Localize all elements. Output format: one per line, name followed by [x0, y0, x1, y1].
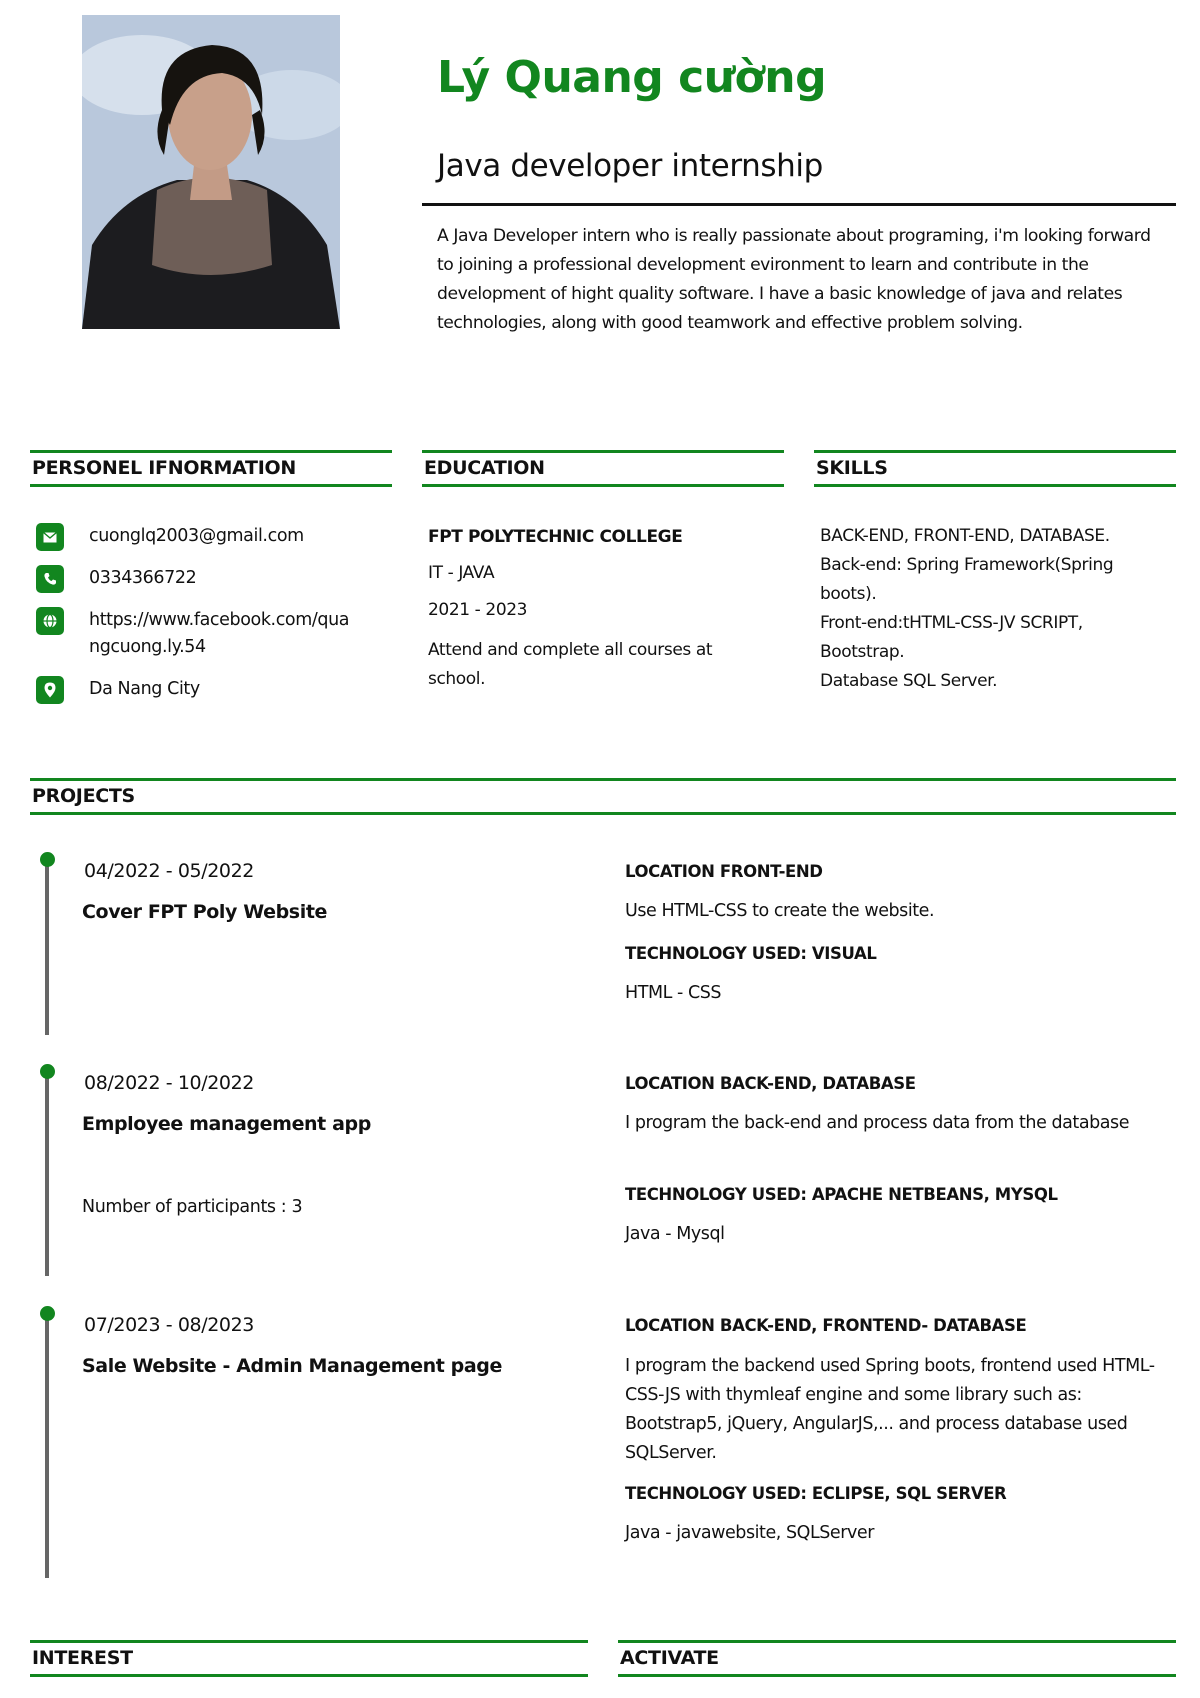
timeline-line [45, 1316, 49, 1578]
education-note-line-1: Attend and complete all courses at [428, 640, 713, 660]
skill-line: BACK-END, FRONT-END, DATABASE. [820, 526, 1110, 546]
section-title: PERSONEL IFNORMATION [32, 457, 296, 479]
skill-line: boots). [820, 584, 877, 604]
project-description: I program the backend used Spring boots, frontend used HTML-CSS-JS with thymleaf engine and some library such as: Bootstrap5, jQuery, AngularJS,... and process database used SQLServer. [625, 1356, 1155, 1463]
project-name: Sale Website - Admin Management page [82, 1355, 502, 1377]
timeline-line [45, 862, 49, 1035]
project-location: LOCATION BACK-END, DATABASE [625, 1074, 916, 1093]
education-note [428, 636, 712, 694]
project-participants: Number of participants : 3 [82, 1197, 303, 1217]
header-divider [422, 203, 1176, 206]
section-title: ACTIVATE [620, 1647, 719, 1669]
project-tech: HTML - CSS [625, 983, 722, 1003]
major: IT - JAVA [428, 563, 495, 583]
project-location: LOCATION FRONT-END [625, 862, 823, 881]
email-icon [36, 523, 64, 551]
education-section-header [422, 450, 784, 487]
city: Da Nang City [89, 679, 200, 699]
project-date: 08/2022 - 10/2022 [84, 1072, 254, 1094]
skills-section-header [814, 450, 1176, 487]
skill-line: Back-end: Spring Framework(Spring [820, 555, 1114, 575]
profile-summary: A Java Developer intern who is really passionate about programing, i'm looking forward to joining a professional development evironment to learn and contribute in the development of hight quality software. I have a basic knowledge of java and relates technologies, along with good teamwork and effective problem solving. [437, 226, 1151, 333]
project-name: Cover FPT Poly Website [82, 901, 327, 923]
section-title: SKILLS [816, 457, 888, 479]
project-tech-label: TECHNOLOGY USED: APACHE NETBEANS, MYSQL [625, 1185, 1058, 1204]
study-years: 2021 - 2023 [428, 600, 528, 620]
timeline-dot [40, 1306, 55, 1321]
profile-photo [82, 15, 340, 329]
location-pin-icon [36, 676, 64, 704]
email-link[interactable]: cuonglq2003@gmail.com [89, 526, 304, 546]
project-tech: Java - Mysql [625, 1224, 725, 1244]
section-title: INTEREST [32, 1647, 133, 1669]
activate-section-header [618, 1640, 1176, 1677]
globe-icon [36, 607, 64, 635]
timeline-line [45, 1074, 49, 1276]
project-date: 07/2023 - 08/2023 [84, 1314, 254, 1336]
website-line-2: ngcuong.ly.54 [89, 637, 206, 657]
phone-icon [36, 565, 64, 593]
project-tech: Java - javawebsite, SQLServer [625, 1523, 874, 1543]
timeline-dot [40, 852, 55, 867]
skill-line: Bootstrap. [820, 642, 905, 662]
school-name: FPT POLYTECHNIC COLLEGE [428, 527, 683, 547]
project-date: 04/2022 - 05/2022 [84, 860, 254, 882]
section-title: PROJECTS [32, 785, 135, 807]
project-tech-label: TECHNOLOGY USED: VISUAL [625, 944, 877, 963]
projects-section-header [30, 778, 1176, 815]
candidate-name: Lý Quang cường [437, 52, 827, 103]
project-name: Employee management app [82, 1113, 371, 1135]
project-tech-label: TECHNOLOGY USED: ECLIPSE, SQL SERVER [625, 1484, 1007, 1503]
project-description: Use HTML-CSS to create the website. [625, 901, 935, 921]
website-link[interactable] [89, 607, 389, 661]
education-note-line-2: school. [428, 669, 486, 689]
job-title: Java developer internship [437, 148, 823, 184]
website-line-1: https://www.facebook.com/qua [89, 610, 350, 630]
phone-number: 0334366722 [89, 568, 197, 588]
skill-line: Front-end:tHTML-CSS-JV SCRIPT, [820, 613, 1083, 633]
timeline-dot [40, 1064, 55, 1079]
interest-section-header [30, 1640, 588, 1677]
section-title: EDUCATION [424, 457, 545, 479]
personal-section-header [30, 450, 392, 487]
project-description: I program the back-end and process data from the database [625, 1113, 1130, 1133]
skills-list [820, 522, 1180, 696]
skill-line: Database SQL Server. [820, 671, 998, 691]
project-location: LOCATION BACK-END, FRONTEND- DATABASE [625, 1316, 1027, 1335]
